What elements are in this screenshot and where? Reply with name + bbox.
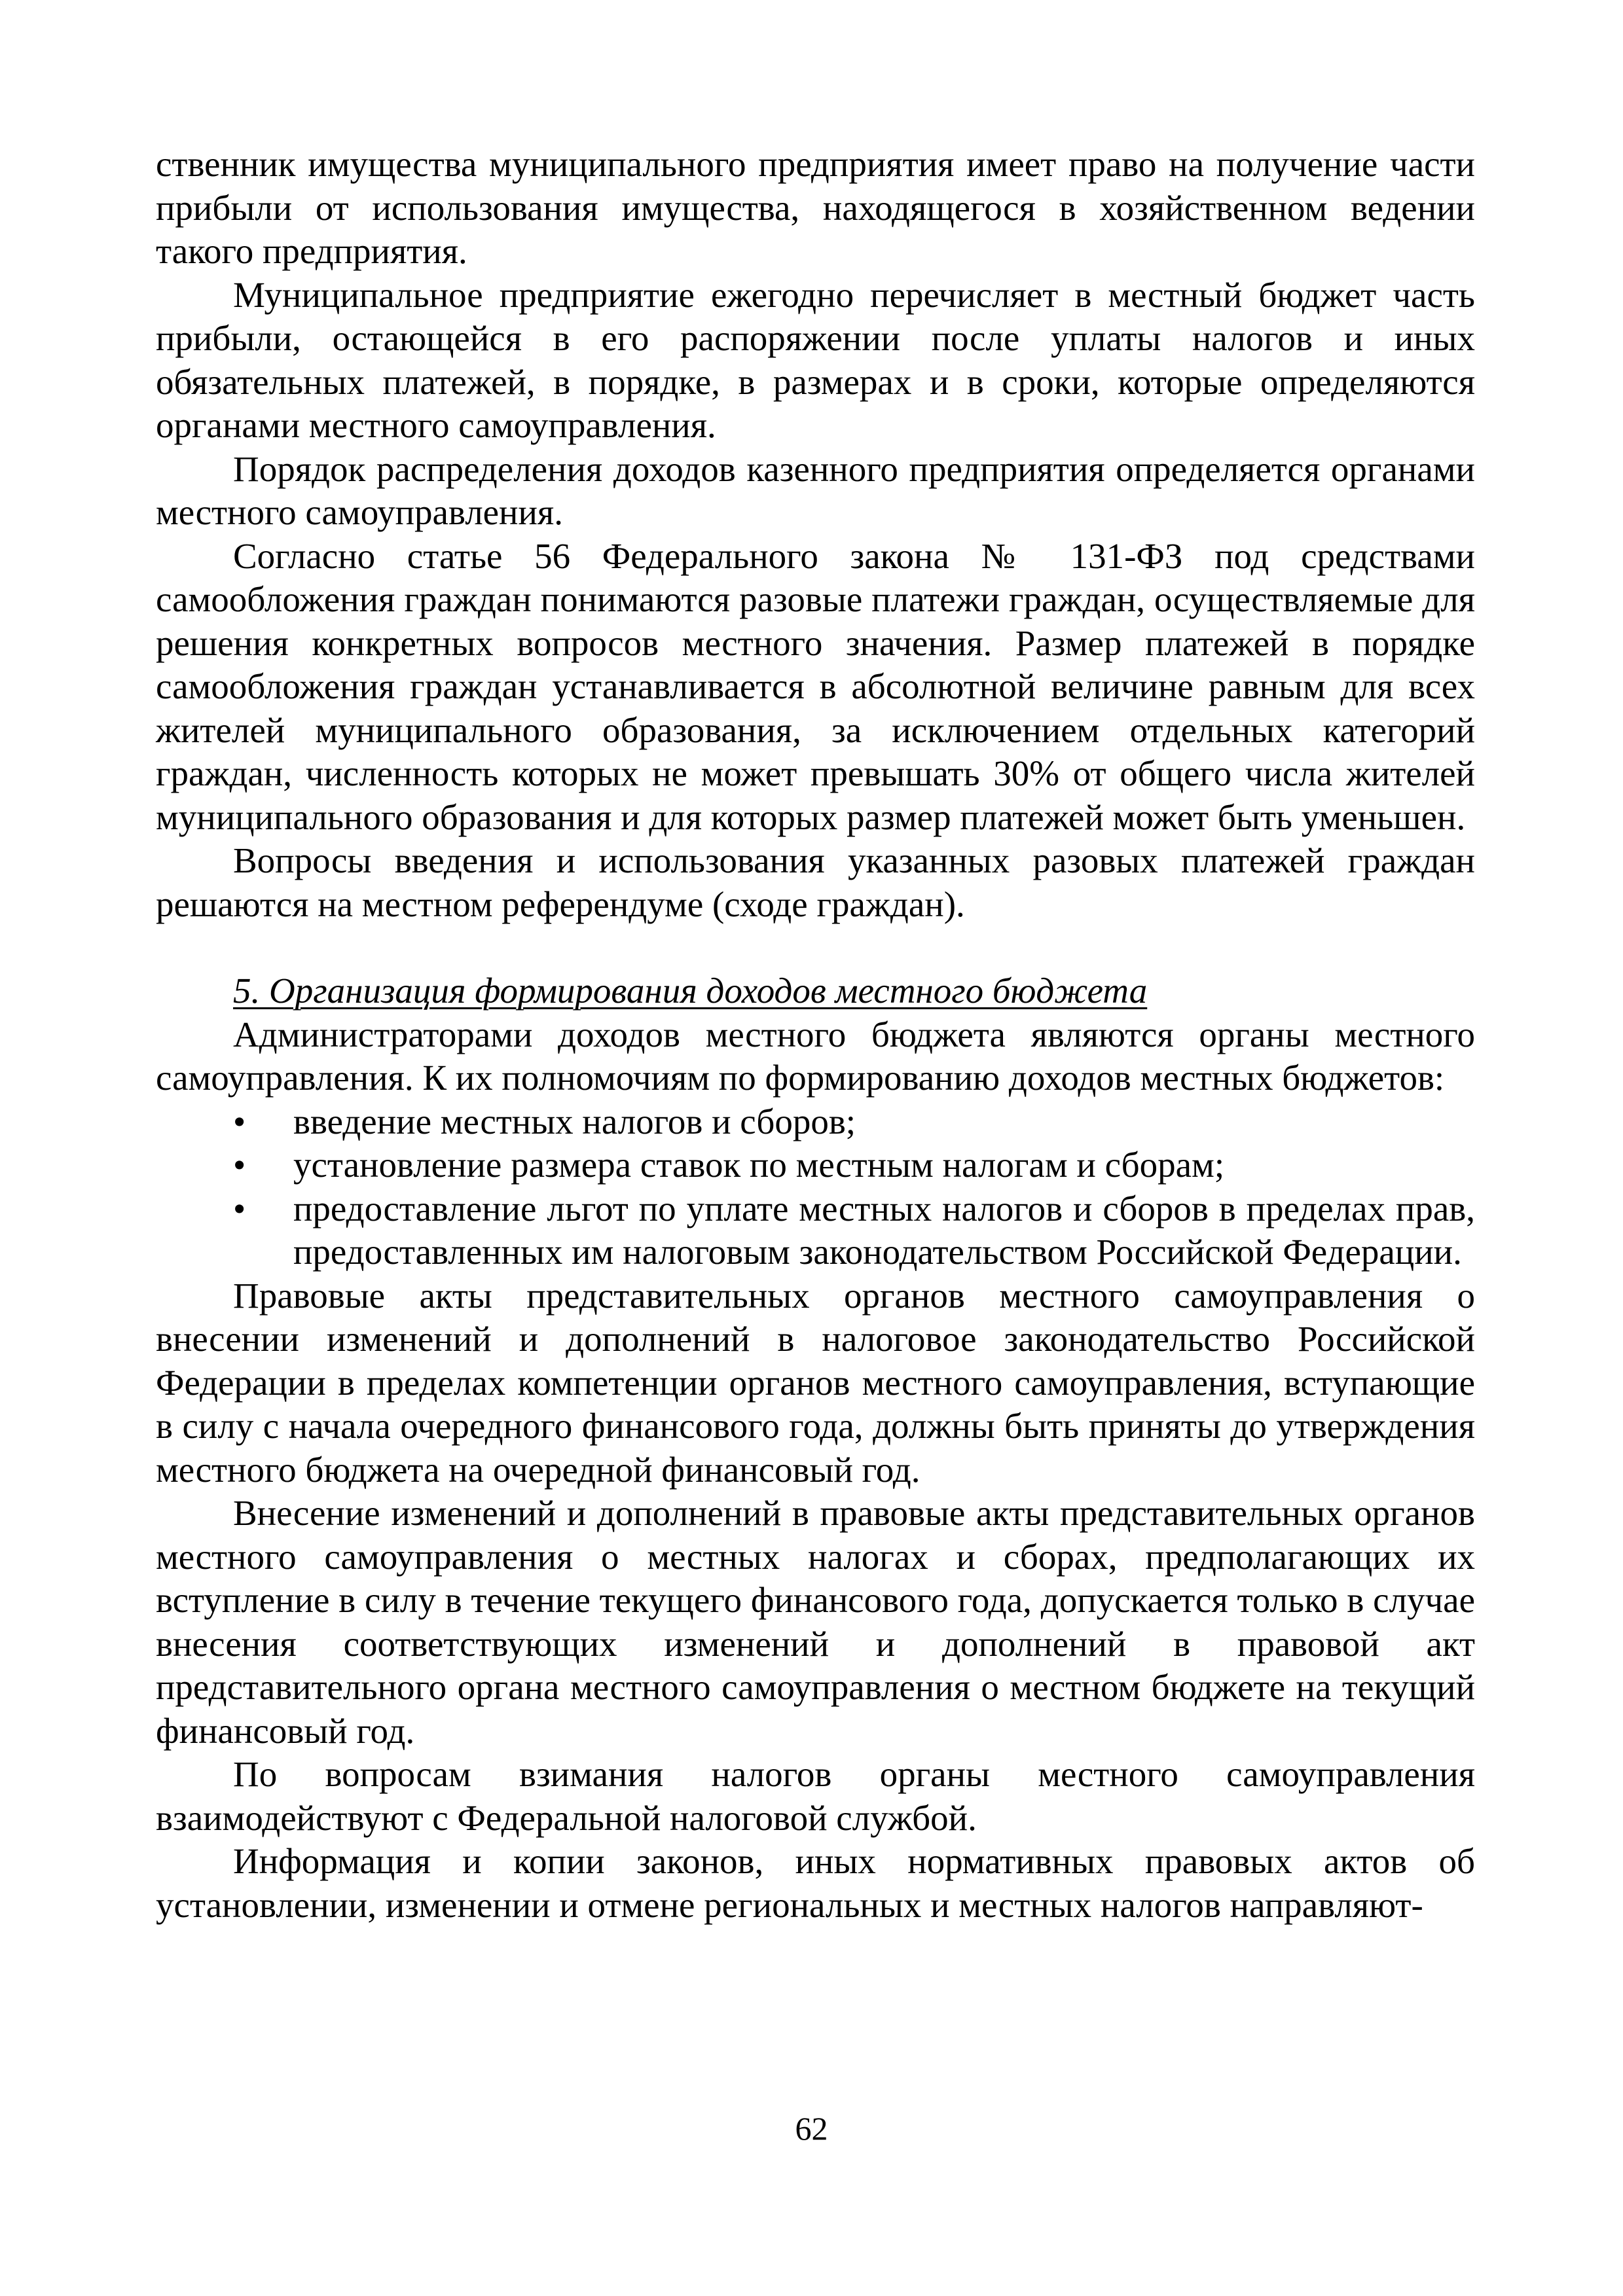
paragraph-continuation: ственник имущества муниципального предприятия имеет право на получение части прибыли от использования имущества, находящегося в хозяйственном ведении такого предприятия. [156, 144, 1475, 271]
paragraph-income-distribution: Порядок распределения доходов казенного предприятия определяется органами местного самоуправления. [156, 448, 1475, 532]
document-page [156, 143, 1475, 1927]
bullet-icon: • [233, 1145, 246, 1185]
list-item [156, 1100, 1475, 1144]
section-heading-text: 5. Организация формирования доходов местного бюджета [233, 971, 1148, 1011]
paragraph-tax-service: По вопросам взимания налогов органы местного самоуправления взаимодействуют с Федеральной налоговой службой. [156, 1754, 1475, 1838]
paragraph-referendum: Вопросы введения и использования указанных разовых платежей граждан решаются на местном референдуме (сходе граждан). [156, 840, 1475, 924]
paragraph-information-copies: Информация и копии законов, иных нормативных правовых актов об установлении, изменении и отмене региональных и местных налогов направляют- [156, 1841, 1475, 1925]
list-item [156, 1187, 1475, 1274]
list-item [156, 1143, 1475, 1187]
bullet-icon: • [233, 1188, 246, 1229]
list-item-text: введение местных налогов и сборов; [293, 1101, 856, 1141]
bullet-icon: • [233, 1101, 246, 1141]
paragraph-self-taxation: Согласно статье 56 Федерального закона № 131-ФЗ под средствами самообложения граждан понимаются разовые платежи граждан, осуществляемые для решения конкретных вопросов местного значения. Размер платежей в порядке самообложения граждан устанавливается в абсолютной величине равным для всех жителей муниципального образования, за исключением отдельных категорий граждан, численность которых не может превышать 30% от общего числа жителей муниципального образования и для которых размер платежей может быть уменьшен. [156, 535, 1475, 837]
section-heading [156, 969, 1475, 1013]
list-item-text: предоставление льгот по уплате местных налогов и сборов в пределах прав, предоставленных им налоговым законодательством Российской Федерации. [293, 1188, 1475, 1272]
list-item-text: установление размера ставок по местным налогам и сборам; [293, 1145, 1225, 1185]
paragraph-profit-transfer: Муниципальное предприятие ежегодно перечисляет в местный бюджет часть прибыли, остающейся в его распоряжении после уплаты налогов и иных обязательных платежей, в порядке, в размерах и в сроки, которые определяются органами местного самоуправления. [156, 274, 1475, 445]
paragraph-legal-acts: Правовые акты представительных органов местного самоуправления о внесении изменений и дополнений в налоговое законодательство Российской Федерации в пределах компетенции органов местного самоуправления, вступающие в силу с начала очередного финансового года, должны быть приняты до утверждения местного бюджета на очередной финансовый год. [156, 1275, 1475, 1490]
paragraph-administrators: Администраторами доходов местного бюджета являются органы местного самоуправления. К их полномочиям по формированию доходов местных бюджетов: [156, 1014, 1475, 1098]
paragraph-amendments: Внесение изменений и дополнений в правовые акты представительных органов местного самоуправления о местных налогах и сборах, предполагающих их вступление в силу в течение текущего финансового года, допускается только в случае внесения соответствующих изменений и дополнений в правовой акт представительного органа местного самоуправления о местном бюджете на текущий финансовый год. [156, 1493, 1475, 1751]
powers-list [156, 1100, 1475, 1274]
page-number: 62 [795, 2110, 828, 2147]
